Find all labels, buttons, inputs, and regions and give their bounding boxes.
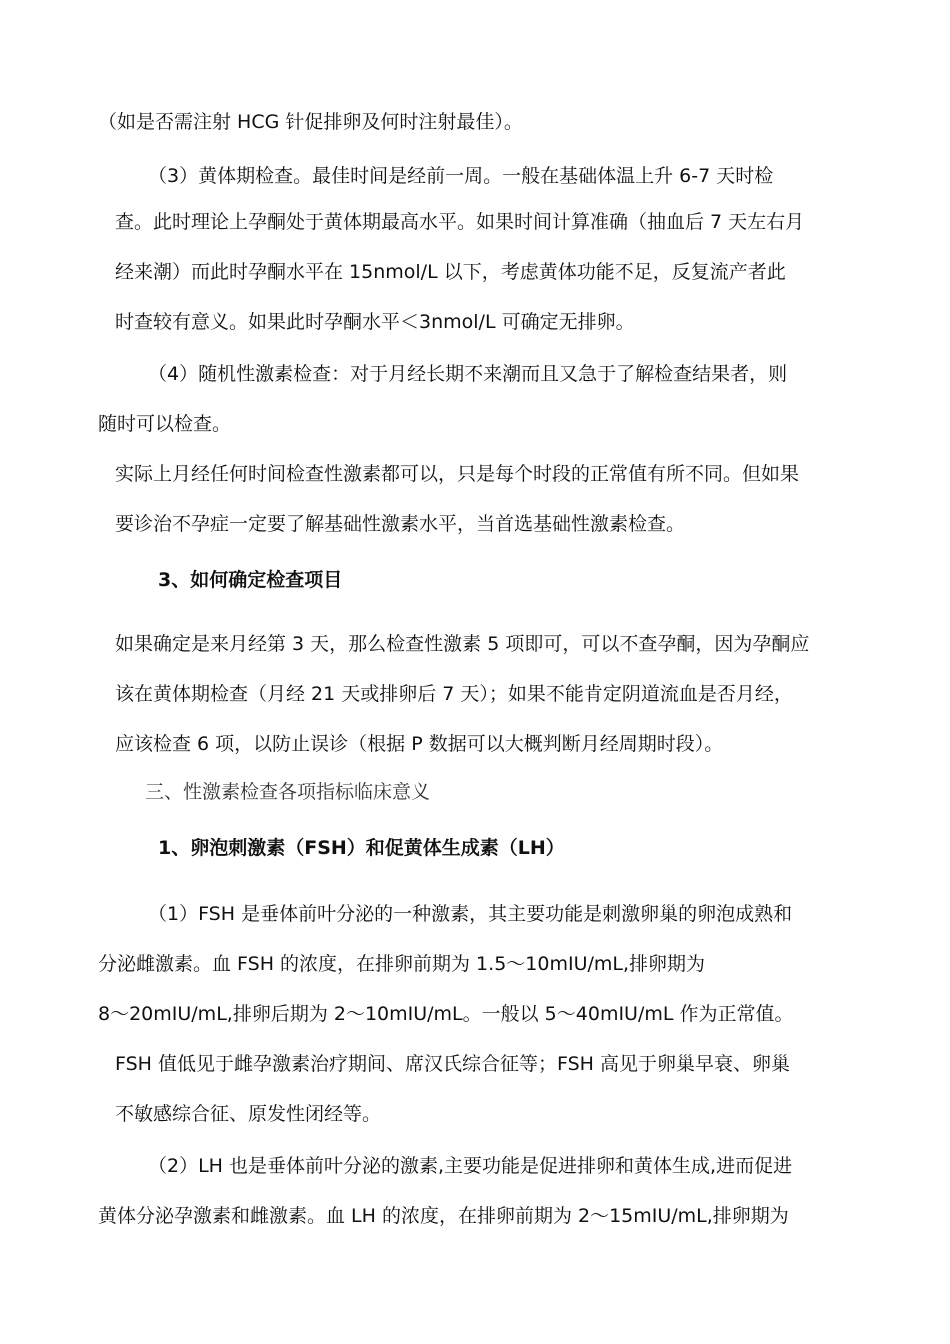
text-line: 不敏感综合征、原发性闭经等。 [115,1103,382,1125]
text-line: （如是否需注射 HCG 针促排卵及何时注射最佳）。 [98,111,523,133]
text-line: 8～20mIU/mL,排卵后期为 2～10mIU/mL。一般以 5～40mIU/mL 作为正常值。 [98,1003,794,1025]
text-line: （2）LH 也是垂体前叶分泌的激素,主要功能是促进排卵和黄体生成,进而促进 [148,1155,793,1177]
chapter-heading: 三、性激素检查各项指标临床意义 [145,781,431,803]
text-line: 应该检查 6 项，以防止误诊（根据 P 数据可以大概判断月经周期时段）。 [115,733,724,755]
text-line: 该在黄体期检查（月经 21 天或排卵后 7 天）；如果不能肯定阴道流血是否月经， [115,683,793,705]
text-line: （3）黄体期检查。最佳时间是经前一周。一般在基础体温上升 6-7 天时检 [148,165,774,187]
text-line: （1）FSH 是垂体前叶分泌的一种激素，其主要功能是刺激卵巢的卵泡成熟和 [148,903,793,925]
text-line: 黄体分泌孕激素和雌激素。血 LH 的浓度，在排卵前期为 2～15mIU/mL,排卵期为 [98,1205,789,1227]
text-line: 如果确定是来月经第 3 天，那么检查性激素 5 项即可，可以不查孕酮，因为孕酮应 [115,633,810,655]
text-line: 经来潮）而此时孕酮水平在 15nmol/L 以下，考虑黄体功能不足，反复流产者此 [115,261,786,283]
text-line: 实际上月经任何时间检查性激素都可以，只是每个时段的正常值有所不同。但如果 [115,463,800,485]
text-line: 时查较有意义。如果此时孕酮水平＜3nmol/L 可确定无排卵。 [115,311,635,333]
text-line: 查。此时理论上孕酮处于黄体期最高水平。如果时间计算准确（抽血后 7 天左右月 [115,211,805,233]
section-heading: 3、如何确定检查项目 [158,569,343,591]
text-line: 分泌雌激素。血 FSH 的浓度，在排卵前期为 1.5～10mIU/mL,排卵期为 [98,953,706,975]
section-heading: 1、卵泡刺激素（FSH）和促黄体生成素（LH） [158,837,565,859]
text-line: FSH 值低见于雌孕激素治疗期间、席汉氏综合征等；FSH 高见于卵巢早衰、卵巢 [115,1053,790,1075]
text-line: （4）随机性激素检查：对于月经长期不来潮而且又急于了解检查结果者，则 [148,363,788,385]
text-line: 随时可以检查。 [98,413,232,435]
text-line: 要诊治不孕症一定要了解基础性激素水平，当首选基础性激素检查。 [115,513,686,535]
